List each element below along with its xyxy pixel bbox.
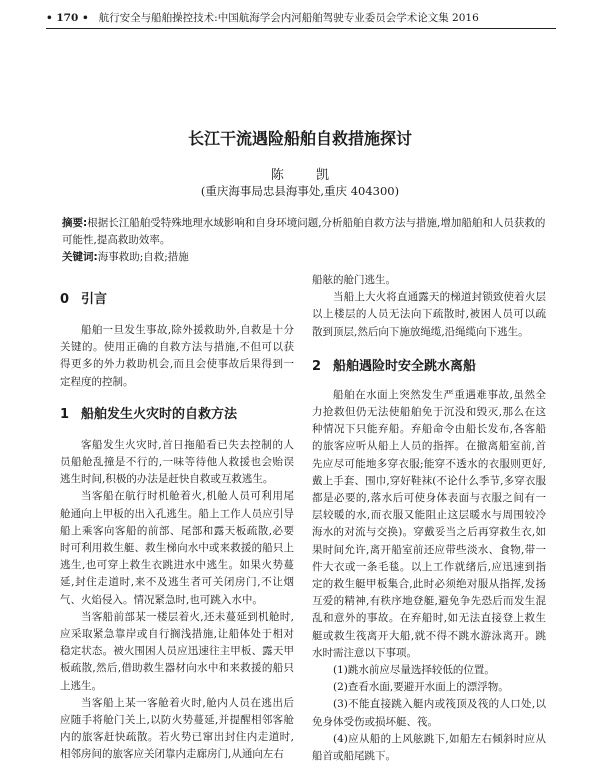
section-title: 引言 [81,292,108,307]
paper-author: 陈 凯 [270,168,344,183]
section-heading-introduction [60,290,294,310]
abstract-paragraph [62,215,548,249]
section-number: 1 [60,406,70,422]
body-paragraph: 当客船在航行时机舱着火,机舱人员可利用尾舱通向上甲板的出入孔逃生。船上工作人员应引导船上乘客向客船的前部、尾部和露天板疏散,必要时可利用救生艇、救生梯向水中或来救援的船只上逃生,也可穿上救生衣跳进水中逃生。如果火势蔓延,封住走道时,来不及逃生者可关闭房门,不让烟气、火焰侵入。情况紧急时,也可跳入水中。 [60,490,294,606]
right-column [312,272,546,765]
left-column [60,272,294,764]
body-paragraph: 船舶在水面上突然发生严重遇难事故,虽然全力抢救但仍无法使船舶免于沉没和毁灭,那么在这种情况下只能弃船。弃船命令由船长发布,各客船的旅客应听从船上人员的指挥。在撤离船室前,首先应尽可能地多穿衣服;能穿不透水的衣服则更好,戴上手套、围巾,穿好鞋袜(不论什么季节,多穿衣服都是必要的,落水后可使身体表面与衣服之间有一层较暖的水,而衣服又能阻止这层暖水与周围较冷海水的对流与交换)。穿戴妥当之后再穿救生衣,如果时间允许,离开船室前还应带些淡水、食物,带一件大衣或一条毛毯。以上工作就绪后,应迅速到指定的救生艇甲板集合,此时必须绝对服从指挥,发扬互爱的精神,有秩序地登艇,避免争先恐后而发生混乱和意外的事故。在弃船时,如无法直接登上救生艇或救生筏离开大船,就不得不跳水游泳离开。跳水时需注意以下事项。 [312,388,546,659]
keywords-label: 关键词: [62,251,98,263]
list-item: (2)查看水面,要避开水面上的漂浮物。 [333,681,509,694]
section-number: 2 [312,358,322,374]
body-paragraph-continued: 船舷的舱门逃生。 [312,274,396,286]
abstract-text: 根据长江船舶受特殊地理水域影响和自身环境问题,分析船舶自救方法与措施,增加船舶和人员获救的可能性,提高救助效率。 [62,217,546,246]
body-paragraph: 客船发生火灾时,首日拖船看已失去控制的人员船舱乱撞是不行的,一味等待他人救援也会贻误逃生时间,积极的办法是赶快自救或互救逃生。 [60,438,294,486]
list-item: (3)不能直接跳入艇内或筏顶及筏的人口处,以免身体受伤或损坏艇、筏。 [312,698,546,728]
section-heading-fire [60,405,294,425]
list-item: (4)应从船的上风舷跳下,如船左右倾斜时应从船首或船尾跳下。 [312,732,546,763]
keywords-text: 海事救助;自救;措施 [97,251,189,263]
section-heading-abandon-ship [312,357,546,377]
abstract-label: 摘要: [62,217,88,229]
section-title: 船舶发生火灾时的自救方法 [81,406,238,422]
abstract-block [62,215,548,266]
list-item: (1)跳水前应尽量选择较低的位置。 [333,664,495,677]
paper-title: 长江干流遇险船舶自救措施探讨 [187,129,412,148]
running-header [46,8,556,29]
page-number: • 170 • [46,12,89,24]
body-paragraph: 当客船上某一客舱着火时,舱内人员在逃出后应随手将舱门关上,以防火势蔓延,并提醒相邻客舱内的旅客赶快疏散。若火势已窜出封住内走道时,相邻房间的旅客应关闭靠内走廊房门,从通向左右 [60,696,294,761]
keywords-paragraph [62,249,548,266]
body-paragraph: 当船上大火将直通露天的梯道封锁致使着火层以上楼层的人员无法向下疏散时,被困人员可以疏散到顶层,然后向下施放绳缆,沿绳缆向下逃生。 [312,291,546,338]
body-paragraph: 当客船前部某一楼层着火,还未蔓延到机舱时,应采取紧急靠岸或自行搁浅措施,让船体处于相对稳定状态。被火围困人员应迅速往主甲板、露天甲板疏散,然后,借助救生器材向水中和来救援的船只上逃生。 [60,610,294,692]
body-paragraph: 船舶一旦发生事故,除外援救助外,自救是十分关键的。使用正确的自救方法与措施,不但可以获得更多的外力救助机会,而且会使事故后果得到一定程度的控制。 [60,324,294,388]
section-number: 0 [60,292,70,307]
running-title: 航行安全与船舶操控技术:中国航海学会内河船舶驾驶专业委员会学术论文集 2016 [98,12,479,24]
section-title: 船舶遇险时安全跳水离船 [333,358,477,374]
paper-affiliation: (重庆海事局忠县海事处,重庆 404300) [200,184,400,198]
